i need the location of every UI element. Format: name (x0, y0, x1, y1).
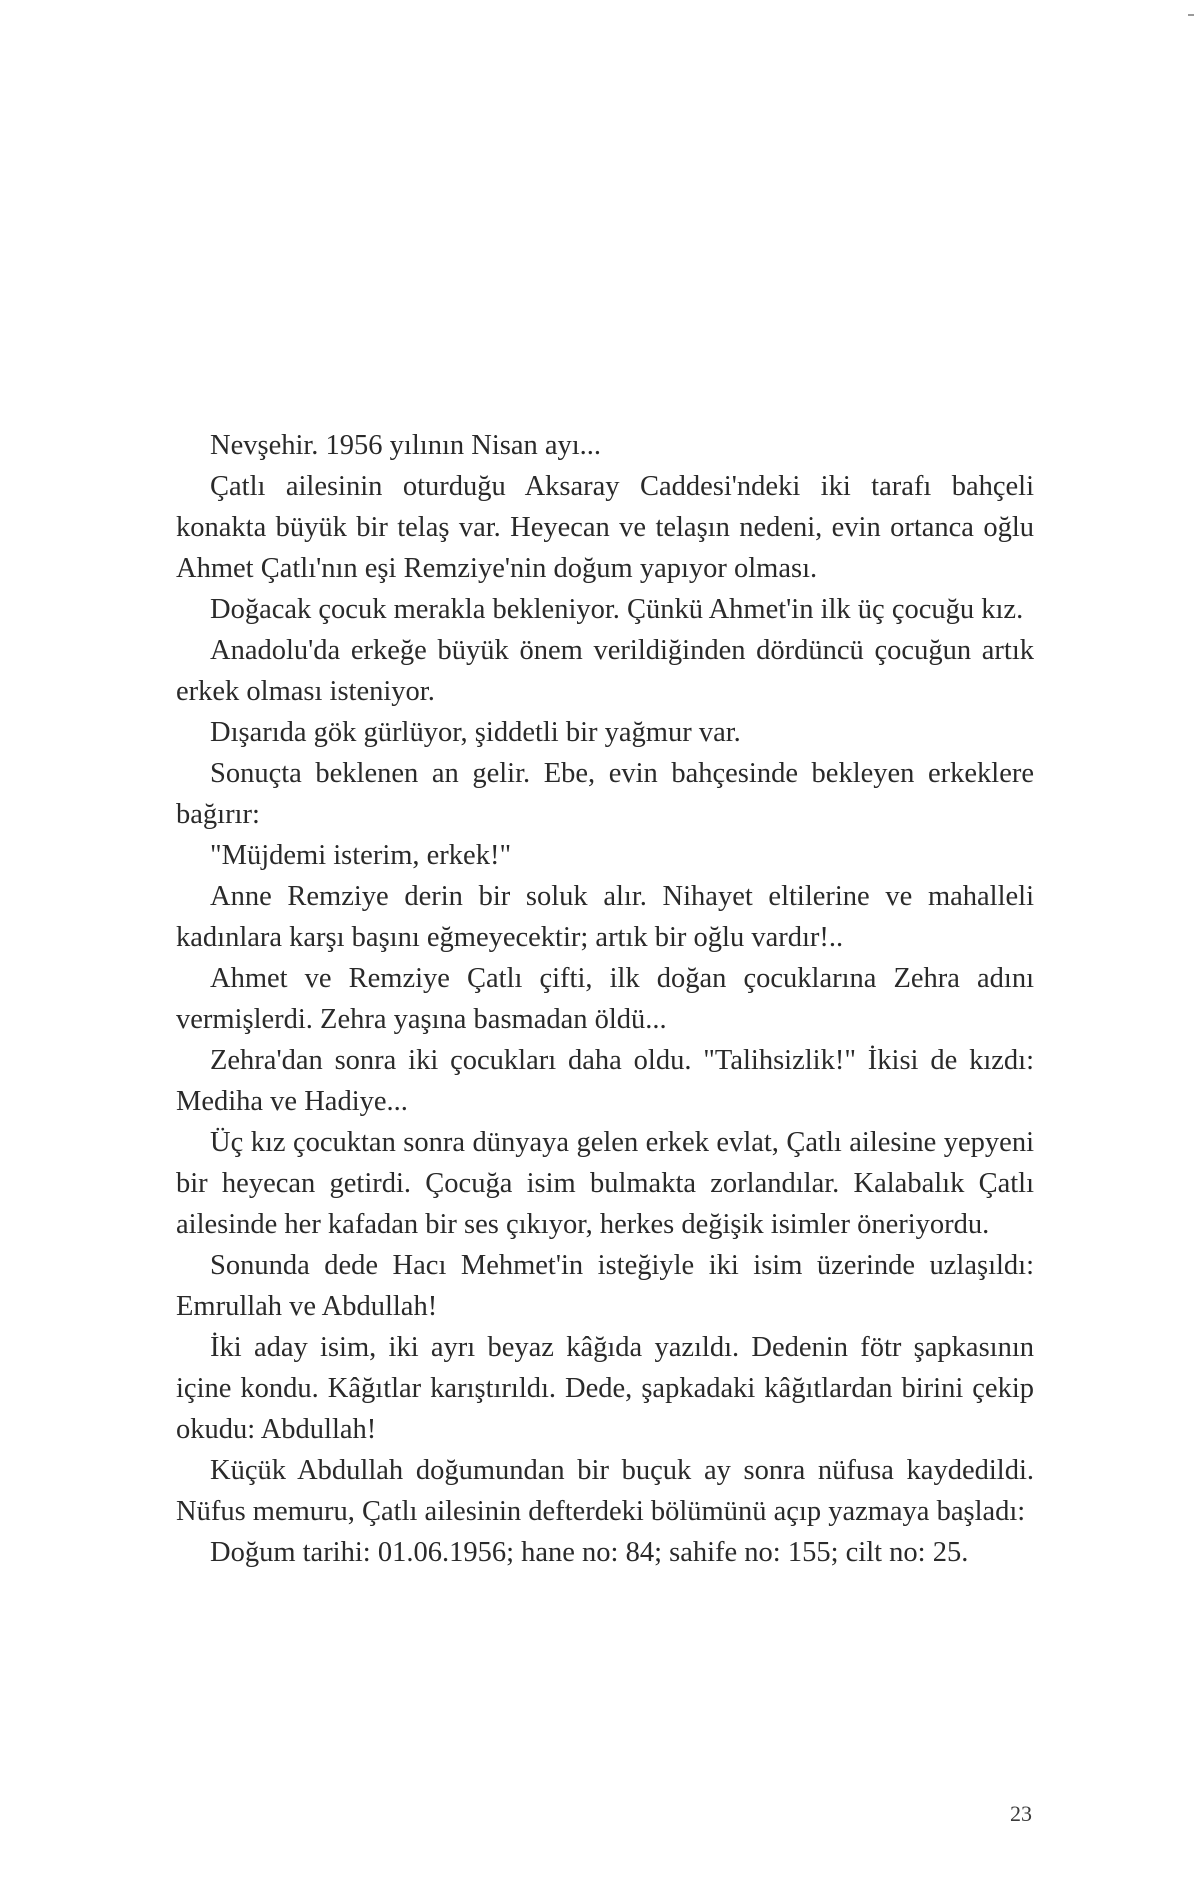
body-text (176, 425, 1034, 1573)
paragraph: "Müjdemi isterim, erkek!" (210, 840, 512, 871)
paragraph: Sonuçta beklenen an gelir. Ebe, evin bahçesinde bekleyen erkeklere bağırır: (176, 758, 1034, 830)
page-number: 23 (1010, 1801, 1032, 1826)
paragraph: Doğum tarihi: 01.06.1956; hane no: 84; sahife no: 155; cilt no: 25. (210, 1537, 969, 1568)
paragraph: Küçük Abdullah doğumundan bir buçuk ay sonra nüfusa kaydedildi. Nüfus memuru, Çatlı ailesinin defterdeki bölümünü açıp yazmaya başladı: (176, 1455, 1034, 1527)
paragraph: Dışarıda gök gürlüyor, şiddetli bir yağmur var. (210, 717, 741, 748)
paragraph: Üç kız çocuktan sonra dünyaya gelen erkek evlat, Çatlı ailesine yepyeni bir heyecan getirdi. Çocuğa isim bulmakta zorlandılar. Kalabalık Çatlı ailesinde her kafadan bir ses çıkıyor, herkes değişik isimler öneriyordu. (176, 1127, 1034, 1240)
paragraph: Çatlı ailesinin oturduğu Aksaray Caddesi'ndeki iki tarafı bahçeli konakta büyük bir telaş var. Heyecan ve telaşın nedeni, evin ortanca oğlu Ahmet Çatlı'nın eşi Remziye'nin doğum yapıyor olması. (176, 471, 1034, 584)
paragraph: İki aday isim, iki ayrı beyaz kâğıda yazıldı. Dedenin fötr şapkasının içine kondu. Kâğıtlar karıştırıldı. Dede, şapkadaki kâğıtlardan birini çekip okudu: Abdullah! (176, 1332, 1034, 1445)
paragraph: Doğacak çocuk merakla bekleniyor. Çünkü Ahmet'in ilk üç çocuğu kız. (210, 594, 1024, 625)
paragraph: Anne Remziye derin bir soluk alır. Nihayet eltilerine ve mahalleli kadınlara karşı başını eğmeyecektir; artık bir oğlu vardır!.. (176, 881, 1034, 953)
paragraph: Sonunda dede Hacı Mehmet'in isteğiyle iki isim üzerinde uzlaşıldı: Emrullah ve Abdullah! (176, 1250, 1034, 1322)
page-edge-mark (1188, 14, 1194, 16)
paragraph: Zehra'dan sonra iki çocukları daha oldu. "Talihsizlik!" İkisi de kızdı: Mediha ve Hadiye... (176, 1045, 1034, 1117)
paragraph: Ahmet ve Remziye Çatlı çifti, ilk doğan çocuklarına Zehra adını vermişlerdi. Zehra yaşına basmadan öldü... (176, 963, 1034, 1035)
paragraph: Nevşehir. 1956 yılının Nisan ayı... (210, 430, 602, 461)
paragraph: Anadolu'da erkeğe büyük önem verildiğinden dördüncü çocuğun artık erkek olması isteniyor. (176, 635, 1034, 707)
